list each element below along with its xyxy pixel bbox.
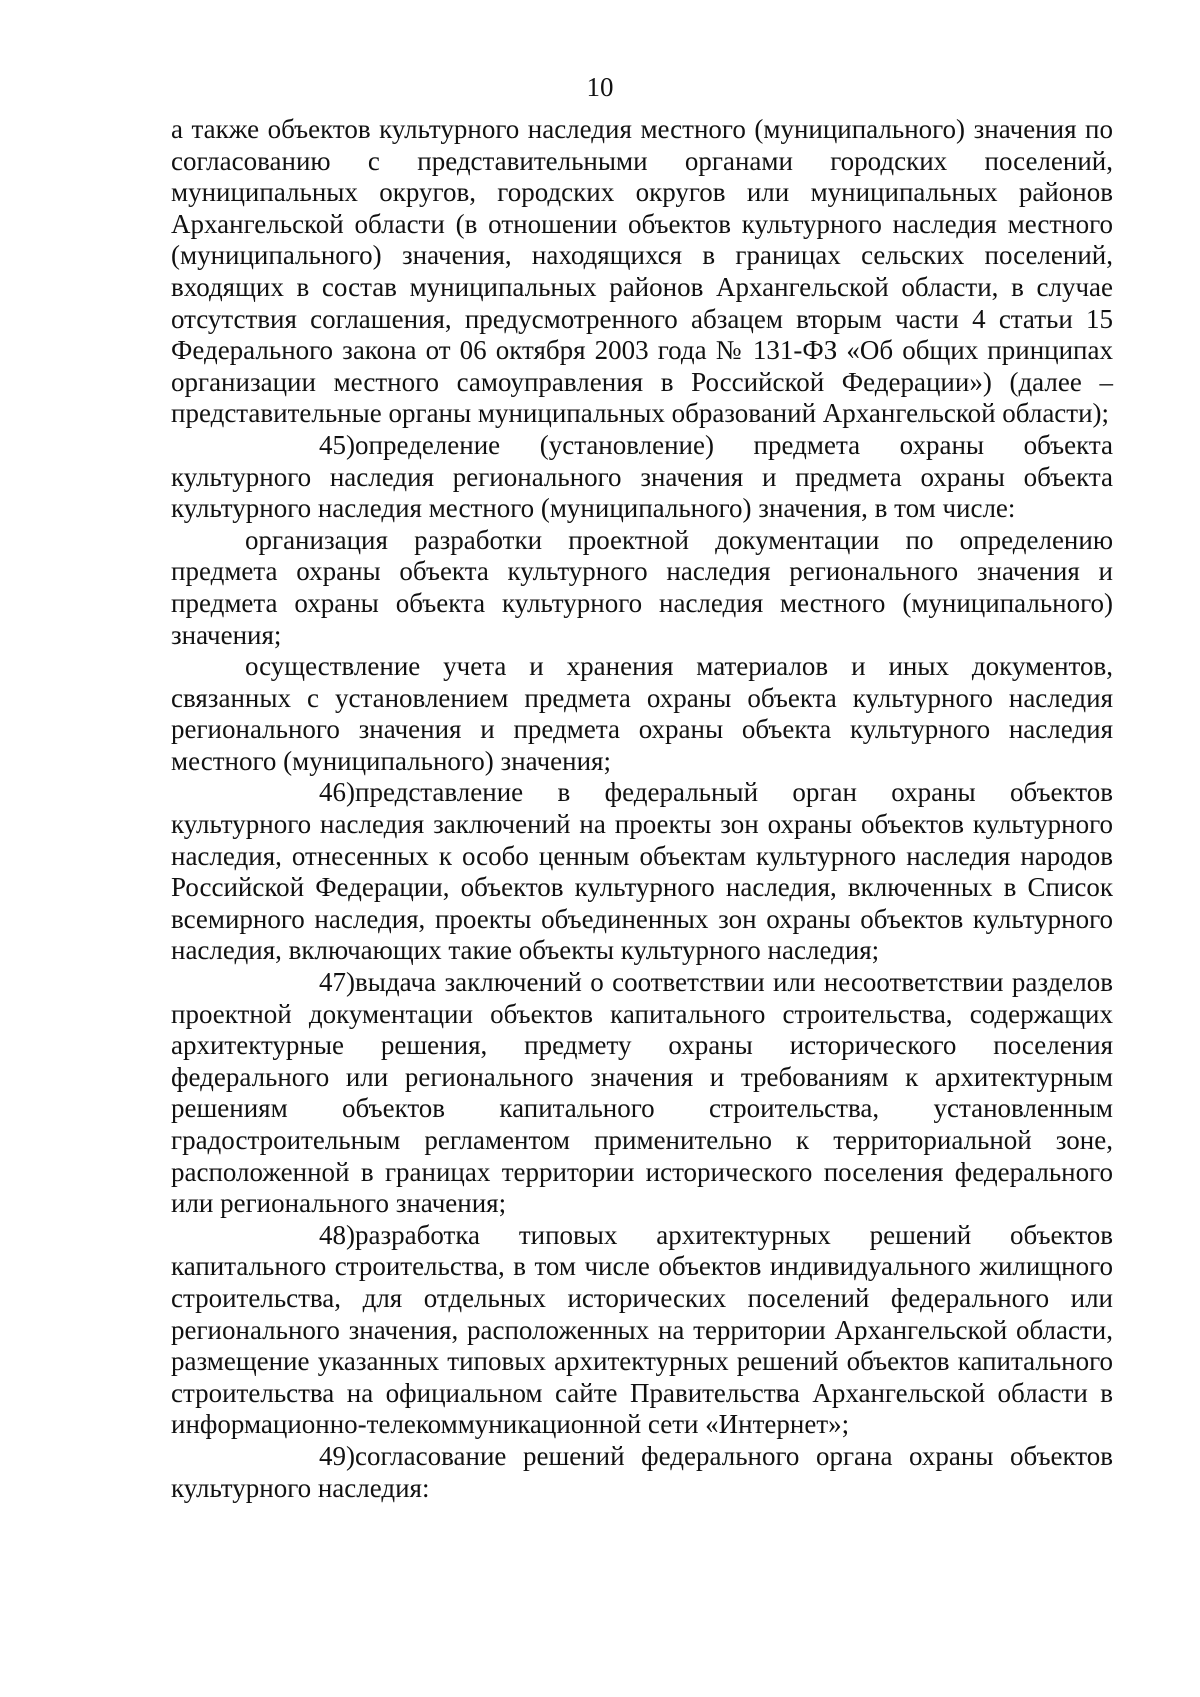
item-number: 48)	[319, 1219, 355, 1250]
item-number: 47)	[319, 967, 355, 998]
paragraph-item-47	[171, 967, 1113, 1220]
paragraph-text: а также объектов культурного наследия местного (муниципального) значения по согласованию с представительными органами городских поселений, муниципальных округов, городских округов или муниципальных районов Архангельской области (в отношении объектов культурного наследия местного (муниципального) значения, находящихся в границах сельских поселений, входящих в состав муниципальных районов Архангельской области, в случае отсутствия соглашения, предусмотренного абзацем вторым части 4 статьи 15 Федерального закона от 06 октября 2003 года № 131-ФЗ «Об общих принципах организации местного самоуправления в Российской Федерации») (далее – представительные органы муниципальных образований Архангельской области);	[171, 114, 1113, 429]
paragraph-item-46	[171, 777, 1113, 967]
paragraph-text: представление в федеральный орган охраны объектов культурного наследия заключений на проекты зон охраны объектов культурного наследия, отнесенных к особо ценным объектам культурного наследия народов Российской Федерации, объектов культурного наследия, включенных в Список всемирного наследия, проекты объединенных зон охраны объектов культурного наследия, включающих такие объекты культурного наследия;	[171, 777, 1113, 966]
paragraph-text: разработка типовых архитектурных решений объектов капитального строительства, в том числе объектов индивидуального жилищного строительства, для отдельных исторических поселений федерального или регионального значения, расположенных на территории Архангельской области, размещение указанных типовых архитектурных решений объектов капитального строительства на официальном сайте Правительства Архангельской области в информационно-телекоммуникационной сети «Интернет»;	[171, 1219, 1113, 1440]
paragraph-subitem	[171, 525, 1113, 651]
document-body	[171, 114, 1113, 1504]
paragraph-text: осуществление учета и хранения материалов и иных документов, связанных с установлением предмета охраны объекта культурного наследия регионального значения и предмета охраны объекта культурного наследия местного (муниципального) значения;	[171, 651, 1113, 776]
paragraph-item-49	[171, 1441, 1113, 1504]
paragraph-item-45	[171, 430, 1113, 525]
item-number: 46)	[319, 777, 355, 808]
paragraph-subitem	[171, 651, 1113, 777]
paragraph-text: организация разработки проектной документации по определению предмета охраны объекта культурного наследия регионального значения и предмета охраны объекта культурного наследия местного (муниципального) значения;	[171, 524, 1113, 650]
paragraph-text: согласование решений федерального органа охраны объектов культурного наследия:	[171, 1440, 1113, 1503]
page-number: 10	[586, 72, 614, 102]
paragraph-continuation	[171, 114, 1113, 430]
item-number: 49)	[319, 1440, 355, 1471]
paragraph-text: определение (установление) предмета охраны объекта культурного наследия регионального значения и предмета охраны объекта культурного наследия местного (муниципального) значения, в том числе:	[171, 429, 1113, 524]
paragraph-text: выдача заключений о соответствии или несоответствии разделов проектной документации объектов капитального строительства, содержащих архитектурные решения, предмету охраны исторического поселения федерального или регионального значения и требованиям к архитектурным решениям объектов капитального строительства, установленным градостроительным регламентом применительно к территориальной зоне, расположенной в границах территории исторического поселения федерального или регионального значения;	[171, 967, 1113, 1219]
item-number: 45)	[319, 429, 355, 460]
paragraph-item-48	[171, 1220, 1113, 1441]
